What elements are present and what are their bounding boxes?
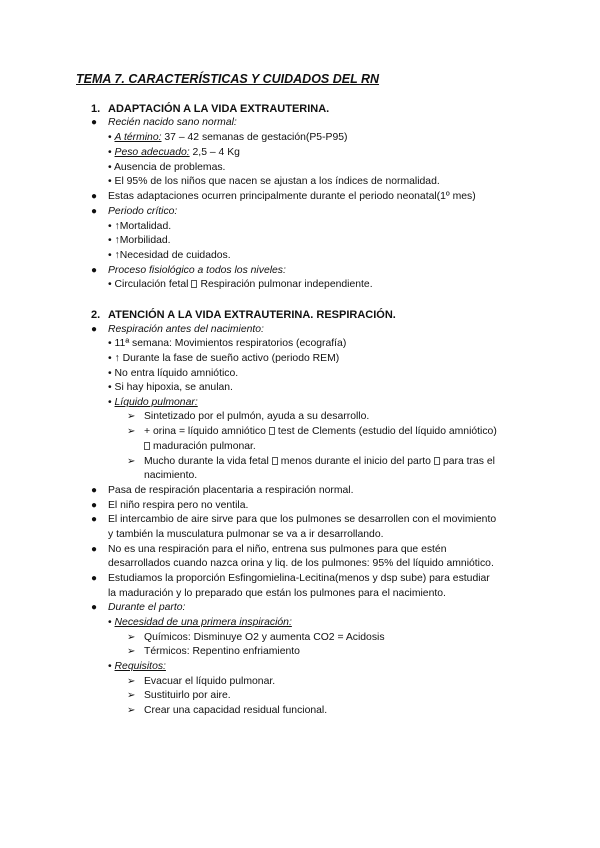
s1-sub-item: • Ausencia de problemas.	[108, 162, 226, 173]
s2-arrow-text: Mucho durante la vida fetal	[144, 456, 269, 467]
section-2-number: 2.	[91, 309, 101, 321]
s2-sub-item: • No entra líquido amniótico.	[108, 368, 239, 379]
s1-sub-text: 2,5 – 4 Kg	[189, 147, 240, 158]
bullet-icon: ●	[91, 117, 98, 128]
s1-sub-label: A término:	[114, 132, 162, 143]
s2-arrow-text: + orina = líquido amniótico	[144, 426, 266, 437]
arrow-bullet-icon: ➢	[127, 646, 136, 657]
s2-sub-item: • ↑ Durante la fase de sueño activo (periodo REM)	[108, 353, 340, 364]
s2-bullet-4-line2: y también la musculatura pulmonar se va a ir desarrollando.	[108, 529, 384, 540]
section-2-heading: ATENCIÓN A LA VIDA EXTRAUTERINA. RESPIRACIÓN.	[108, 309, 396, 321]
s2-sub-label: Necesidad de una primera inspiración:	[114, 617, 292, 628]
s1-bullet-4: Proceso fisiológico a todos los niveles:	[108, 265, 286, 276]
arrow-bullet-icon: ➢	[127, 456, 136, 467]
s2-sub-label: Líquido pulmonar:	[114, 397, 198, 408]
bullet-icon: ●	[91, 265, 98, 276]
s2-arrow-item-cont	[144, 440, 256, 454]
s1-bullet-1: Recién nacido sano normal:	[108, 117, 237, 128]
s2-bullet-5-line1: No es una respiración para el niño, entrena sus pulmones para que estén	[108, 544, 447, 555]
s1-sub-item: • ↑Necesidad de cuidados.	[108, 250, 231, 261]
s2-sub-text: Si hay hipoxia, se anulan.	[114, 382, 233, 393]
s1-sub-text: El 95% de los niños que nacen se ajustan a los índices de normalidad.	[114, 176, 440, 187]
s1-bullet-2: Estas adaptaciones ocurren principalmente durante el periodo neonatal(1º mes)	[108, 191, 476, 202]
s2-arrow-text: menos durante el inicio del parto	[280, 456, 431, 467]
s1-bullet-3: Periodo crítico:	[108, 206, 178, 217]
missing-glyph-icon	[144, 442, 150, 450]
bullet-icon: ●	[91, 573, 98, 584]
bullet-icon: ●	[91, 191, 98, 202]
bullet-icon: ●	[91, 602, 98, 613]
missing-glyph-icon	[272, 457, 278, 465]
s2-arrow-text: maduración pulmonar.	[153, 441, 256, 452]
s2-arrow-item: Evacuar el líquido pulmonar.	[144, 676, 276, 687]
s2-arrow-item	[144, 455, 495, 469]
s2-arrow-item	[144, 425, 497, 439]
missing-glyph-icon	[191, 280, 197, 288]
s2-arrow-item: Térmicos: Repentino enfriamiento	[144, 646, 300, 657]
s2-sub-text: No entra líquido amniótico.	[114, 368, 239, 379]
section-1-heading: ADAPTACIÓN A LA VIDA EXTRAUTERINA.	[108, 103, 330, 115]
missing-glyph-icon	[269, 427, 275, 435]
bullet-icon: ●	[91, 206, 98, 217]
bullet-icon: ●	[91, 324, 98, 335]
s2-arrow-text: test de Clements (estudio del líquido amniótico)	[277, 426, 497, 437]
s1-sub-label: Peso adecuado:	[114, 147, 190, 158]
section-1-number: 1.	[91, 103, 101, 115]
s2-bullet-1: Respiración antes del nacimiento:	[108, 324, 264, 335]
s1-sub-text: ↑Morbilidad.	[114, 235, 171, 246]
s2-sub-item: • 11ª semana: Movimientos respiratorios (ecografía)	[108, 338, 347, 349]
s1-sub-item: • Circulación fetal Respiración pulmonar independiente.	[108, 279, 373, 290]
s2-sub-item: • Si hay hipoxia, se anulan.	[108, 382, 233, 393]
s1-sub-item: • ↑Mortalidad.	[108, 221, 172, 232]
s2-arrow-item: Sustituirlo por aire.	[144, 690, 231, 701]
s2-bullet-6-line1: Estudiamos la proporción Esfingomielina-Lecitina(menos y dsp sube) para estudiar	[108, 573, 490, 584]
s1-sub-text: Respiración pulmonar independiente.	[200, 279, 373, 290]
s2-sub-item: • Necesidad de una primera inspiración:	[108, 617, 292, 628]
s1-sub-text: ↑Mortalidad.	[114, 221, 172, 232]
arrow-bullet-icon: ➢	[127, 676, 136, 687]
s1-sub-text: 37 – 42 semanas de gestación(P5-P95)	[161, 132, 348, 143]
s1-sub-item: • El 95% de los niños que nacen se ajustan a los índices de normalidad.	[108, 176, 440, 187]
s2-bullet-3: El niño respira pero no ventila.	[108, 500, 249, 511]
s2-sub-text: 11ª semana: Movimientos respiratorios (ecografía)	[114, 338, 347, 349]
s2-arrow-item: Químicos: Disminuye O2 y aumenta CO2 = Acidosis	[144, 632, 385, 643]
s2-arrow-item: Sintetizado por el pulmón, ayuda a su desarrollo.	[144, 411, 370, 422]
s1-sub-text: Ausencia de problemas.	[113, 162, 226, 173]
s2-arrow-item-cont: nacimiento.	[144, 470, 198, 481]
arrow-bullet-icon: ➢	[127, 632, 136, 643]
s2-bullet-2: Pasa de respiración placentaria a respiración normal.	[108, 485, 354, 496]
arrow-bullet-icon: ➢	[127, 426, 136, 437]
s2-sub-label: Requisitos:	[114, 661, 166, 672]
arrow-bullet-icon: ➢	[127, 705, 136, 716]
s1-sub-text: ↑Necesidad de cuidados.	[114, 250, 231, 261]
missing-glyph-icon	[434, 457, 440, 465]
s2-bullet-4-line1: El intercambio de aire sirve para que los pulmones se desarrollen con el movimiento	[108, 514, 497, 525]
s2-arrow-item: Crear una capacidad residual funcional.	[144, 705, 328, 716]
s1-sub-text: Circulación fetal	[114, 279, 189, 290]
s1-sub-item: • Peso adecuado: 2,5 – 4 Kg	[108, 147, 240, 158]
arrow-bullet-icon: ➢	[127, 690, 136, 701]
s2-sub-item: • Requisitos:	[108, 661, 166, 672]
s1-sub-item: • ↑Morbilidad.	[108, 235, 171, 246]
s2-bullet-7: Durante el parto:	[108, 602, 186, 613]
page-title: TEMA 7. CARACTERÍSTICAS Y CUIDADOS DEL RN	[76, 72, 380, 86]
s1-sub-item: • A término: 37 – 42 semanas de gestación(P5-P95)	[108, 132, 348, 143]
bullet-icon: ●	[91, 514, 98, 525]
bullet-icon: ●	[91, 500, 98, 511]
s2-bullet-6-line2: la maduración y lo preparado que están los pulmones para el nacimiento.	[108, 588, 446, 599]
s2-sub-text: ↑ Durante la fase de sueño activo (periodo REM)	[114, 353, 340, 364]
bullet-icon: ●	[91, 544, 98, 555]
s2-bullet-5-line2: desarrollados cuando nazca orina y liq. de los pulmones: 95% del líquido amniótico.	[108, 558, 494, 569]
s2-arrow-text: para tras el	[442, 456, 495, 467]
bullet-icon: ●	[91, 485, 98, 496]
s2-sub-item: • Líquido pulmonar:	[108, 397, 198, 408]
arrow-bullet-icon: ➢	[127, 411, 136, 422]
